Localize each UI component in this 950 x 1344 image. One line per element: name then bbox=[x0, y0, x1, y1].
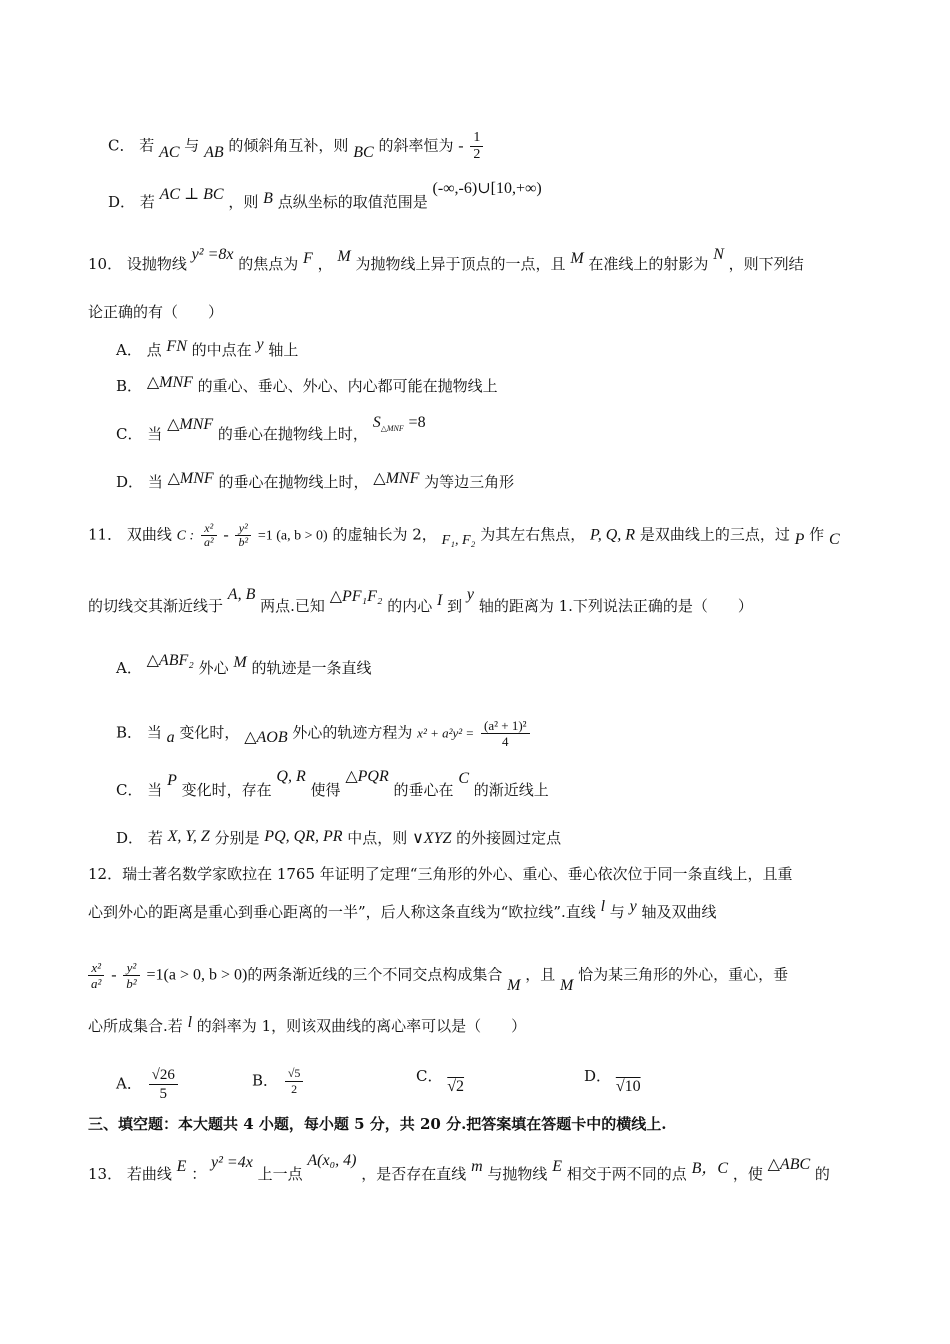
text: 若 bbox=[139, 193, 155, 211]
option-label: A． bbox=[116, 659, 142, 677]
math-sign: - bbox=[111, 966, 117, 984]
q11-stem-line2 bbox=[88, 586, 753, 617]
question-number: 11． bbox=[88, 525, 123, 544]
text: 与抛物线 bbox=[487, 1165, 548, 1183]
denominator: 2 bbox=[291, 1082, 298, 1096]
math-sign: - bbox=[458, 137, 464, 155]
text: 当 bbox=[147, 425, 163, 443]
numerator: √26 bbox=[149, 1066, 178, 1085]
text: 的焦点为 bbox=[238, 255, 299, 273]
text: 瑞士著名数学家欧拉在 1765 年证明了定理“三角形的外心、重心、垂心依次位于同一条直线上，且重 bbox=[122, 865, 793, 883]
q12-option-b bbox=[252, 1066, 305, 1097]
math: =8 bbox=[408, 414, 426, 431]
fraction bbox=[235, 522, 251, 549]
text: 变化时， bbox=[179, 723, 240, 742]
math: F bbox=[303, 250, 313, 267]
text: 的垂心在抛物线上时， bbox=[217, 425, 368, 443]
math: △MNF bbox=[146, 374, 193, 391]
q11-option-d bbox=[116, 828, 561, 849]
math: √2 bbox=[447, 1078, 465, 1095]
option-label: B． bbox=[252, 1071, 279, 1090]
math: △MNF bbox=[373, 470, 420, 487]
text: 的中点在 bbox=[191, 341, 252, 359]
text: 心到外心的距离是重心到垂心距离的一半”，后人称这条直线为“欧拉线”.直线 bbox=[88, 903, 596, 921]
math: △PF₁F₂ bbox=[329, 588, 383, 605]
text: 的斜率恒为 bbox=[378, 136, 454, 155]
text: ： bbox=[191, 1165, 207, 1183]
option-label: C． bbox=[116, 781, 143, 799]
q12-stem-line2 bbox=[88, 898, 717, 923]
text: 当 bbox=[147, 473, 163, 491]
math: =1(a > 0, b > 0) bbox=[146, 966, 248, 984]
q11-option-b bbox=[116, 718, 532, 749]
q11-stem-line1 bbox=[88, 522, 840, 549]
text: 的内心 bbox=[387, 597, 433, 615]
text: 的 bbox=[814, 1165, 830, 1183]
math: =1 (a, b > 0) bbox=[257, 528, 328, 544]
text: 点纵坐标的取值范围是 bbox=[277, 193, 428, 211]
math: M bbox=[570, 250, 584, 267]
option-label: C． bbox=[416, 1067, 443, 1085]
math: Q, R bbox=[276, 768, 306, 785]
math: y² =4x bbox=[211, 1154, 253, 1171]
text: 外心的轨迹方程为 bbox=[292, 723, 413, 742]
text: 的两条渐近线的三个不同交点构成集合 bbox=[247, 965, 503, 984]
denominator: b² bbox=[238, 535, 249, 549]
text: 是双曲线上的三点，过 bbox=[639, 525, 790, 544]
text: 当 bbox=[146, 723, 162, 742]
math: l bbox=[187, 1014, 193, 1031]
text: ，则 bbox=[228, 193, 259, 211]
math: FN bbox=[166, 338, 187, 355]
section-title: 三、填空题：本大题共 4 小题，每小题 5 分，共 20 分.把答案填在答题卡中的横线上. bbox=[88, 1115, 667, 1133]
text: 的轨迹是一条直线 bbox=[251, 659, 372, 677]
math: F₁, F₂ bbox=[441, 532, 476, 548]
q12-stem-line3 bbox=[88, 960, 789, 994]
option-label: A． bbox=[116, 1074, 142, 1093]
text: 恰为某三角形的外心，重心，垂 bbox=[578, 965, 789, 984]
numerator: (a² + 1)² bbox=[481, 718, 530, 734]
text: 外心 bbox=[198, 659, 229, 677]
q12-stem-line4 bbox=[88, 1016, 526, 1037]
text: 双曲线 bbox=[126, 525, 172, 544]
q12-option-a bbox=[116, 1066, 180, 1103]
math: l bbox=[600, 898, 606, 915]
math: m bbox=[471, 1158, 483, 1175]
fraction bbox=[481, 718, 530, 749]
option-label: D． bbox=[108, 193, 136, 211]
math: a bbox=[166, 728, 175, 746]
math: A, B bbox=[227, 586, 256, 603]
math: △PQR bbox=[345, 768, 389, 785]
math: x² + a²y² = bbox=[417, 725, 475, 741]
math: X, Y, Z bbox=[167, 828, 210, 845]
denominator: 2 bbox=[473, 147, 481, 162]
section-heading bbox=[88, 1114, 667, 1134]
text: 的切线交其渐近线于 bbox=[88, 597, 224, 615]
math: C bbox=[458, 770, 469, 787]
q10-option-d bbox=[116, 472, 514, 493]
math: C bbox=[828, 530, 840, 548]
math: A(x₀, 4) bbox=[307, 1152, 357, 1169]
text: 与 bbox=[184, 136, 200, 155]
math: P bbox=[794, 530, 805, 548]
math: △ABC bbox=[767, 1156, 811, 1173]
math: P, Q, R bbox=[589, 526, 636, 544]
fraction bbox=[123, 960, 139, 991]
text: 的倾斜角互补，则 bbox=[228, 136, 349, 155]
text: 轴及双曲线 bbox=[641, 903, 717, 921]
math: E bbox=[176, 1158, 187, 1175]
math: M bbox=[560, 976, 574, 994]
denominator: b² bbox=[126, 976, 137, 991]
math: M bbox=[233, 654, 247, 671]
text: 与 bbox=[609, 903, 625, 921]
option-label: B． bbox=[116, 377, 143, 395]
option-label: A． bbox=[116, 341, 142, 359]
math-sign: - bbox=[223, 526, 229, 544]
math: △AOB bbox=[244, 728, 288, 746]
denominator: 4 bbox=[502, 734, 509, 749]
text: 的垂心在抛物线上时， bbox=[218, 473, 369, 491]
math: AC ⊥ BC bbox=[159, 186, 224, 203]
q12-stem-line1 bbox=[88, 864, 792, 884]
text: 分别是 bbox=[214, 829, 260, 847]
math: S bbox=[372, 414, 381, 431]
q9-option-d bbox=[108, 180, 542, 213]
text: 点 bbox=[146, 341, 162, 359]
question-number: 13． bbox=[88, 1165, 123, 1183]
text: 为抛物线上异于顶点的一点，且 bbox=[355, 255, 566, 273]
q10-option-b bbox=[116, 376, 498, 397]
math: PQ, QR, PR bbox=[264, 828, 343, 845]
text: 的重心、垂心、外心、内心都可能在抛物线上 bbox=[197, 377, 498, 395]
math: △MNF bbox=[167, 470, 214, 487]
text: ，是否存在直线 bbox=[361, 1165, 467, 1183]
math: P bbox=[167, 772, 177, 789]
text: 两点.已知 bbox=[260, 597, 325, 615]
math: y bbox=[466, 586, 475, 603]
math: y bbox=[256, 336, 264, 353]
text: ， bbox=[317, 255, 333, 273]
q10-option-a bbox=[116, 336, 299, 361]
math-subscript: △MNF bbox=[380, 424, 404, 433]
text: ，且 bbox=[525, 965, 556, 984]
fraction bbox=[88, 960, 104, 991]
math: △ABF₂ bbox=[146, 652, 194, 669]
math: y bbox=[629, 898, 637, 915]
q10-option-c bbox=[116, 414, 426, 451]
math: y² =8x bbox=[191, 246, 234, 263]
text: 的斜率为 1，则该双曲线的离心率可以是（ ） bbox=[196, 1017, 527, 1035]
math: √10 bbox=[615, 1078, 641, 1095]
math: M bbox=[507, 976, 521, 994]
text: 使得 bbox=[310, 781, 341, 799]
text: 为等边三角形 bbox=[424, 473, 515, 491]
question-number: 12． bbox=[88, 865, 123, 883]
option-label: D． bbox=[116, 473, 144, 491]
numerator: √5 bbox=[285, 1066, 304, 1082]
q11-option-a bbox=[116, 652, 372, 679]
option-label: D． bbox=[584, 1067, 612, 1085]
text: 的外接圆过定点 bbox=[456, 829, 562, 847]
math: ∨XYZ bbox=[412, 830, 452, 847]
text: 的渐近线上 bbox=[473, 781, 549, 799]
text: ，则下列结 bbox=[728, 255, 804, 273]
math: E bbox=[552, 1158, 562, 1175]
fraction bbox=[470, 130, 483, 163]
q11-option-c bbox=[116, 768, 549, 801]
text: 的垂心在 bbox=[393, 781, 454, 799]
text: 的虚轴长为 2， bbox=[332, 525, 437, 544]
math: AB bbox=[204, 143, 224, 161]
text: 上一点 bbox=[257, 1165, 303, 1183]
denominator: a² bbox=[91, 976, 102, 991]
math: I bbox=[437, 592, 443, 609]
math: B，C bbox=[691, 1160, 729, 1177]
math: AC bbox=[159, 143, 180, 161]
q12-option-c bbox=[416, 1066, 465, 1095]
numerator: x² bbox=[201, 522, 217, 536]
math: BC bbox=[353, 143, 374, 161]
math: N bbox=[713, 246, 724, 263]
q12-option-d bbox=[584, 1066, 641, 1095]
text: 中点，则 bbox=[347, 829, 408, 847]
fraction bbox=[201, 522, 217, 549]
q10-stem-line1 bbox=[88, 246, 804, 275]
text: 若曲线 bbox=[126, 1165, 172, 1183]
math: (-∞,-6)∪[10,+∞) bbox=[432, 180, 542, 197]
option-label: C． bbox=[116, 425, 143, 443]
denominator: a² bbox=[203, 535, 214, 549]
text: 若 bbox=[147, 829, 163, 847]
math: M bbox=[337, 248, 351, 265]
text: 作 bbox=[809, 525, 825, 544]
text: 轴上 bbox=[268, 341, 299, 359]
numerator: y² bbox=[235, 522, 251, 536]
math: △MNF bbox=[167, 416, 214, 433]
text: 当 bbox=[147, 781, 163, 799]
text: 轴的距离为 1.下列说法正确的是（ ） bbox=[478, 597, 753, 615]
q10-stem-line2 bbox=[88, 302, 223, 322]
option-label: D． bbox=[116, 829, 144, 847]
text: 变化时，存在 bbox=[181, 781, 272, 799]
math: C : bbox=[176, 528, 195, 544]
text: 设抛物线 bbox=[126, 255, 187, 273]
text: 若 bbox=[139, 136, 155, 155]
text: 相交于两不同的点 bbox=[566, 1165, 687, 1183]
numerator: 1 bbox=[470, 130, 483, 147]
numerator: y² bbox=[123, 960, 139, 976]
text: 在准线上的射影为 bbox=[588, 255, 709, 273]
text: 到 bbox=[447, 597, 463, 615]
q13-stem-line1 bbox=[88, 1152, 830, 1185]
option-label: B． bbox=[116, 723, 143, 742]
area-formula bbox=[373, 413, 426, 431]
text: 为其左右焦点， bbox=[480, 525, 586, 544]
math: B bbox=[263, 190, 273, 207]
question-number: 10． bbox=[88, 255, 123, 273]
q9-option-c bbox=[108, 130, 485, 163]
denominator: 5 bbox=[159, 1086, 167, 1102]
numerator: x² bbox=[88, 960, 104, 976]
fraction bbox=[285, 1066, 304, 1097]
text: ，使 bbox=[732, 1165, 763, 1183]
fraction bbox=[149, 1066, 178, 1103]
option-label: C． bbox=[108, 136, 135, 155]
text: 论正确的有（ ） bbox=[88, 303, 224, 321]
text: 心所成集合.若 bbox=[88, 1017, 183, 1035]
